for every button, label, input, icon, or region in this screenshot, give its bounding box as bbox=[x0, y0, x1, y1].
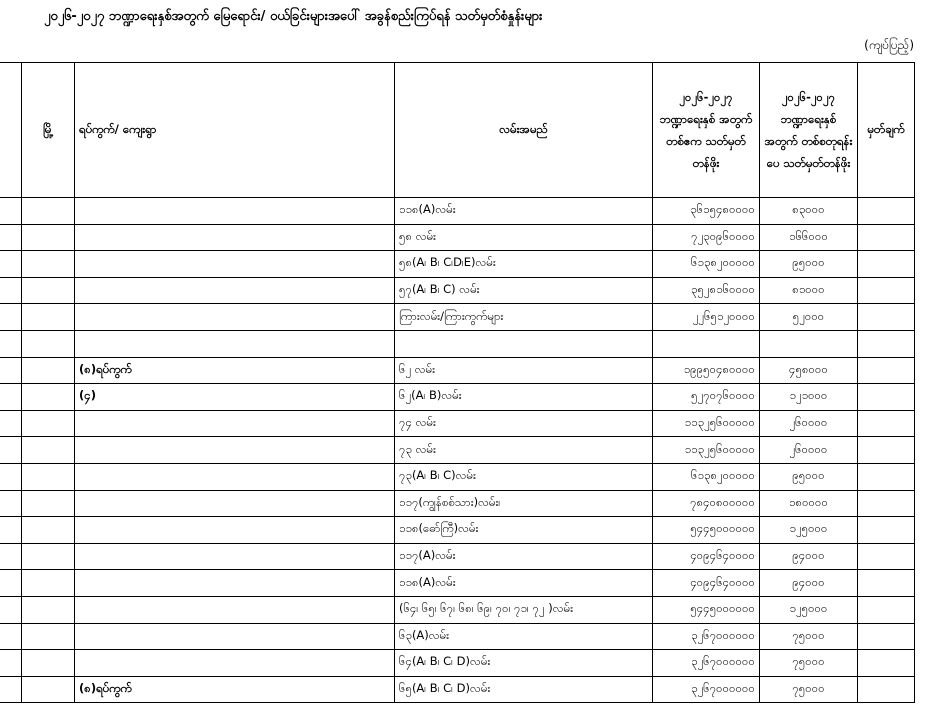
table-row bbox=[0, 676, 915, 703]
cell-ward bbox=[75, 437, 395, 464]
cell-blank bbox=[0, 357, 22, 384]
cell-value-per-sqft: ၉၄၀၀၀ bbox=[760, 570, 858, 597]
cell-value-per-sqft: ၈၁၀၀၀ bbox=[760, 277, 858, 304]
cell-value-per-sqft: ၇၅၀၀၀ bbox=[760, 650, 858, 677]
cell-value-per-sqft: ၁၂၅၀၀၀ bbox=[760, 517, 858, 544]
cell-ward bbox=[75, 277, 395, 304]
cell-township bbox=[22, 570, 75, 597]
cell-ward bbox=[75, 623, 395, 650]
cell-value-per-sqft: ၁၂၅၀၀၀ bbox=[760, 596, 858, 623]
cell-township bbox=[22, 304, 75, 331]
cell-township bbox=[22, 437, 75, 464]
table-header-row bbox=[0, 63, 915, 198]
cell-value-per-sqft: ၇၅၀၀၀ bbox=[760, 676, 858, 703]
cell-township bbox=[22, 357, 75, 384]
cell-ward: (၄) bbox=[75, 384, 395, 411]
cell-blank bbox=[0, 650, 22, 677]
cell-road-name: ၆၂(A၊ B)လမ်း bbox=[395, 384, 653, 411]
cell-road-name: ၇၃(A၊ B၊ C)လမ်း bbox=[395, 463, 653, 490]
table-row bbox=[0, 357, 915, 384]
header-blank bbox=[0, 63, 22, 198]
header-township: မြို့ bbox=[22, 63, 75, 198]
cell-blank bbox=[0, 463, 22, 490]
cell-ward bbox=[75, 650, 395, 677]
cell-township bbox=[22, 224, 75, 251]
cell-value-per-sqft: ၈၃၀၀၀ bbox=[760, 198, 858, 225]
cell-value-per-acre: ၆၁၃၈၂၀၀၀၀၀ bbox=[653, 251, 760, 278]
cell-ward: (၈)ရပ်ကွက် bbox=[75, 676, 395, 703]
cell-remarks bbox=[858, 198, 915, 225]
cell-road-name: ၁၁၈(A)လမ်း bbox=[395, 570, 653, 597]
table-row bbox=[0, 623, 915, 650]
cell-blank bbox=[0, 570, 22, 597]
cell-blank bbox=[0, 304, 22, 331]
cell-blank bbox=[0, 517, 22, 544]
cell-township bbox=[22, 251, 75, 278]
cell-township bbox=[22, 277, 75, 304]
cell-road-name: ၁၁၇(ကျွန်စစ်သား)လမ်း၊ bbox=[395, 490, 653, 517]
cell-value-per-acre: ၅၄၄၅၀၀၀၀၀၀ bbox=[653, 596, 760, 623]
cell-blank bbox=[0, 224, 22, 251]
cell-value-per-acre: ၃၂၆၇၀၀၀၀၀၀ bbox=[653, 650, 760, 677]
cell-blank bbox=[0, 410, 22, 437]
cell-ward bbox=[75, 224, 395, 251]
cell-ward bbox=[75, 410, 395, 437]
cell-remarks bbox=[858, 410, 915, 437]
cell-road-name: ကြားလမ်း/ကြားကွက်များ bbox=[395, 304, 653, 331]
cell-township bbox=[22, 650, 75, 677]
cell-blank bbox=[0, 490, 22, 517]
cell-value-per-sqft bbox=[760, 330, 858, 357]
table-row bbox=[0, 277, 915, 304]
cell-value-per-sqft: ၄၅၈၀၀၀ bbox=[760, 357, 858, 384]
header-road-name: လမ်းအမည် bbox=[395, 63, 653, 198]
cell-road-name: ၆၄(A၊ B၊ C၊ D)လမ်း bbox=[395, 650, 653, 677]
cell-remarks bbox=[858, 437, 915, 464]
cell-remarks bbox=[858, 596, 915, 623]
cell-remarks bbox=[858, 357, 915, 384]
cell-value-per-sqft: ၉၅၀၀၀ bbox=[760, 463, 858, 490]
cell-remarks bbox=[858, 490, 915, 517]
cell-remarks bbox=[858, 623, 915, 650]
cell-road-name: ၆၂ လမ်း bbox=[395, 357, 653, 384]
cell-ward bbox=[75, 596, 395, 623]
header-remarks: မှတ်ချက် bbox=[858, 63, 915, 198]
table-row bbox=[0, 330, 915, 357]
cell-value-per-sqft: ၂၆၀၀၀၀ bbox=[760, 437, 858, 464]
cell-blank bbox=[0, 543, 22, 570]
cell-value-per-sqft: ၉၅၀၀၀ bbox=[760, 251, 858, 278]
cell-value-per-acre bbox=[653, 330, 760, 357]
cell-ward bbox=[75, 463, 395, 490]
cell-value-per-acre: ၃၂၆၇၀၀၀၀၀၀ bbox=[653, 676, 760, 703]
cell-road-name: (၆၄၊ ၆၅၊ ၆၇၊ ၆၈၊ ၆၉၊ ၇၀၊ ၇၁၊ ၇၂ )လမ်း bbox=[395, 596, 653, 623]
cell-remarks bbox=[858, 330, 915, 357]
currency-unit-label: (ကျပ်ပြည့်) bbox=[864, 38, 914, 52]
header-value-per-sqft: ၂၀၂၆-၂၀၂၇ ဘဏ္ဍာရေးနှစ် အတွက် တစ်စတုရန်းပေ သတ်မှတ်တန်ဖိုး bbox=[760, 63, 858, 198]
table-row bbox=[0, 410, 915, 437]
cell-township bbox=[22, 198, 75, 225]
cell-township bbox=[22, 463, 75, 490]
cell-township bbox=[22, 384, 75, 411]
cell-value-per-sqft: ၁၆၆၀၀၀ bbox=[760, 224, 858, 251]
cell-ward: (၈)ရပ်ကွက် bbox=[75, 357, 395, 384]
cell-remarks bbox=[858, 650, 915, 677]
cell-value-per-sqft: ၇၅၀၀၀ bbox=[760, 623, 858, 650]
document-title: ၂၀၂၆-၂၀၂၇ ဘဏ္ဍာရေးနှစ်အတွက် မြေရောင်း/ ဝယ်ခြင်းများအပေါ် အခွန်စည်းကြပ်ရန် သတ်မှတ်စံနှုန်းများ bbox=[44, 9, 543, 24]
cell-blank bbox=[0, 251, 22, 278]
cell-ward bbox=[75, 490, 395, 517]
cell-blank bbox=[0, 596, 22, 623]
table-row bbox=[0, 198, 915, 225]
cell-blank bbox=[0, 330, 22, 357]
cell-value-per-sqft: ၂၆၀၀၀၀ bbox=[760, 410, 858, 437]
cell-value-per-sqft: ၁၈၀၀၀၀ bbox=[760, 490, 858, 517]
cell-remarks bbox=[858, 543, 915, 570]
cell-blank bbox=[0, 277, 22, 304]
cell-township bbox=[22, 410, 75, 437]
cell-ward bbox=[75, 517, 395, 544]
table-row bbox=[0, 251, 915, 278]
cell-township bbox=[22, 596, 75, 623]
cell-remarks bbox=[858, 463, 915, 490]
table-row bbox=[0, 384, 915, 411]
table-row bbox=[0, 517, 915, 544]
cell-township bbox=[22, 543, 75, 570]
cell-road-name bbox=[395, 330, 653, 357]
cell-value-per-acre: ၁၉၉၅၀၄၈၀၀၀၀ bbox=[653, 357, 760, 384]
cell-value-per-acre: ၅၂၇၀၇၆၀၀၀၀ bbox=[653, 384, 760, 411]
cell-road-name: ၇၄ လမ်း bbox=[395, 410, 653, 437]
cell-township bbox=[22, 490, 75, 517]
cell-value-per-acre: ၂၂၆၅၁၂၀၀၀၀ bbox=[653, 304, 760, 331]
table-row bbox=[0, 304, 915, 331]
cell-blank bbox=[0, 437, 22, 464]
cell-township bbox=[22, 330, 75, 357]
cell-value-per-acre: ၃၂၆၇၀၀၀၀၀၀ bbox=[653, 623, 760, 650]
cell-remarks bbox=[858, 304, 915, 331]
cell-value-per-acre: ၁၁၃၂၅၆၀၀၀၀၀ bbox=[653, 410, 760, 437]
cell-ward bbox=[75, 304, 395, 331]
cell-remarks bbox=[858, 277, 915, 304]
cell-ward bbox=[75, 543, 395, 570]
cell-ward bbox=[75, 198, 395, 225]
cell-blank bbox=[0, 384, 22, 411]
cell-value-per-acre: ၇၈၄၀၈၀၀၀၀၀ bbox=[653, 490, 760, 517]
table-row bbox=[0, 224, 915, 251]
cell-value-per-acre: ၄၀၉၄၆၄၀၀၀၀ bbox=[653, 570, 760, 597]
cell-ward bbox=[75, 570, 395, 597]
cell-road-name: ၇၃ လမ်း bbox=[395, 437, 653, 464]
cell-ward bbox=[75, 251, 395, 278]
cell-township bbox=[22, 517, 75, 544]
cell-ward bbox=[75, 330, 395, 357]
cell-road-name: ၁၁၇(A)လမ်း bbox=[395, 543, 653, 570]
cell-remarks bbox=[858, 676, 915, 703]
cell-value-per-acre: ၄၀၉၄၆၄၀၀၀၀ bbox=[653, 543, 760, 570]
table-row bbox=[0, 437, 915, 464]
table-row bbox=[0, 650, 915, 677]
cell-remarks bbox=[858, 384, 915, 411]
table-row bbox=[0, 596, 915, 623]
cell-value-per-acre: ၃၅၂၈၁၆၀၀၀၀ bbox=[653, 277, 760, 304]
cell-value-per-acre: ၇၂၃၀၉၆၀၀၀၀ bbox=[653, 224, 760, 251]
cell-value-per-acre: ၃၆၁၅၄၈၀၀၀၀ bbox=[653, 198, 760, 225]
cell-value-per-acre: ၅၄၄၅၀၀၀၀၀၀ bbox=[653, 517, 760, 544]
cell-road-name: ၅၈ လမ်း bbox=[395, 224, 653, 251]
cell-remarks bbox=[858, 224, 915, 251]
cell-road-name: ၆၃(A)လမ်း bbox=[395, 623, 653, 650]
cell-road-name: ၆၅(A၊ B၊ C၊ D)လမ်း bbox=[395, 676, 653, 703]
cell-remarks bbox=[858, 251, 915, 278]
cell-value-per-acre: ၆၁၃၈၂၀၀၀၀၀ bbox=[653, 463, 760, 490]
table-body bbox=[0, 198, 915, 703]
cell-road-name: ၁၁၈(A)လမ်း bbox=[395, 198, 653, 225]
cell-value-per-acre: ၁၁၃၂၅၆၀၀၀၀၀ bbox=[653, 437, 760, 464]
cell-township bbox=[22, 676, 75, 703]
cell-remarks bbox=[858, 570, 915, 597]
table-row bbox=[0, 543, 915, 570]
header-value-per-acre: ၂၀၂၆-၂၀၂၇ ဘဏ္ဍာရေးနှစ် အတွက် တစ်ဧက သတ်မှတ်တန်ဖိုး bbox=[653, 63, 760, 198]
header-ward-village: ရပ်ကွက်/ ကျေးရွာ bbox=[75, 63, 395, 198]
table-row bbox=[0, 490, 915, 517]
table-row bbox=[0, 463, 915, 490]
cell-road-name: ၅၇(A၊ B၊ C) လမ်း bbox=[395, 277, 653, 304]
cell-road-name: ၁၁၈(ဓော်ကြီ)လမ်း bbox=[395, 517, 653, 544]
table-row bbox=[0, 570, 915, 597]
cell-blank bbox=[0, 623, 22, 650]
cell-blank bbox=[0, 676, 22, 703]
cell-road-name: ၅၈(A၊ B၊ C၊D၊E)လမ်း bbox=[395, 251, 653, 278]
cell-value-per-sqft: ၉၄၀၀၀ bbox=[760, 543, 858, 570]
cell-value-per-sqft: ၅၂၀၀၀ bbox=[760, 304, 858, 331]
cell-blank bbox=[0, 198, 22, 225]
land-rate-table bbox=[0, 62, 915, 703]
cell-township bbox=[22, 623, 75, 650]
cell-remarks bbox=[858, 517, 915, 544]
cell-value-per-sqft: ၁၂၁၀၀၀ bbox=[760, 384, 858, 411]
